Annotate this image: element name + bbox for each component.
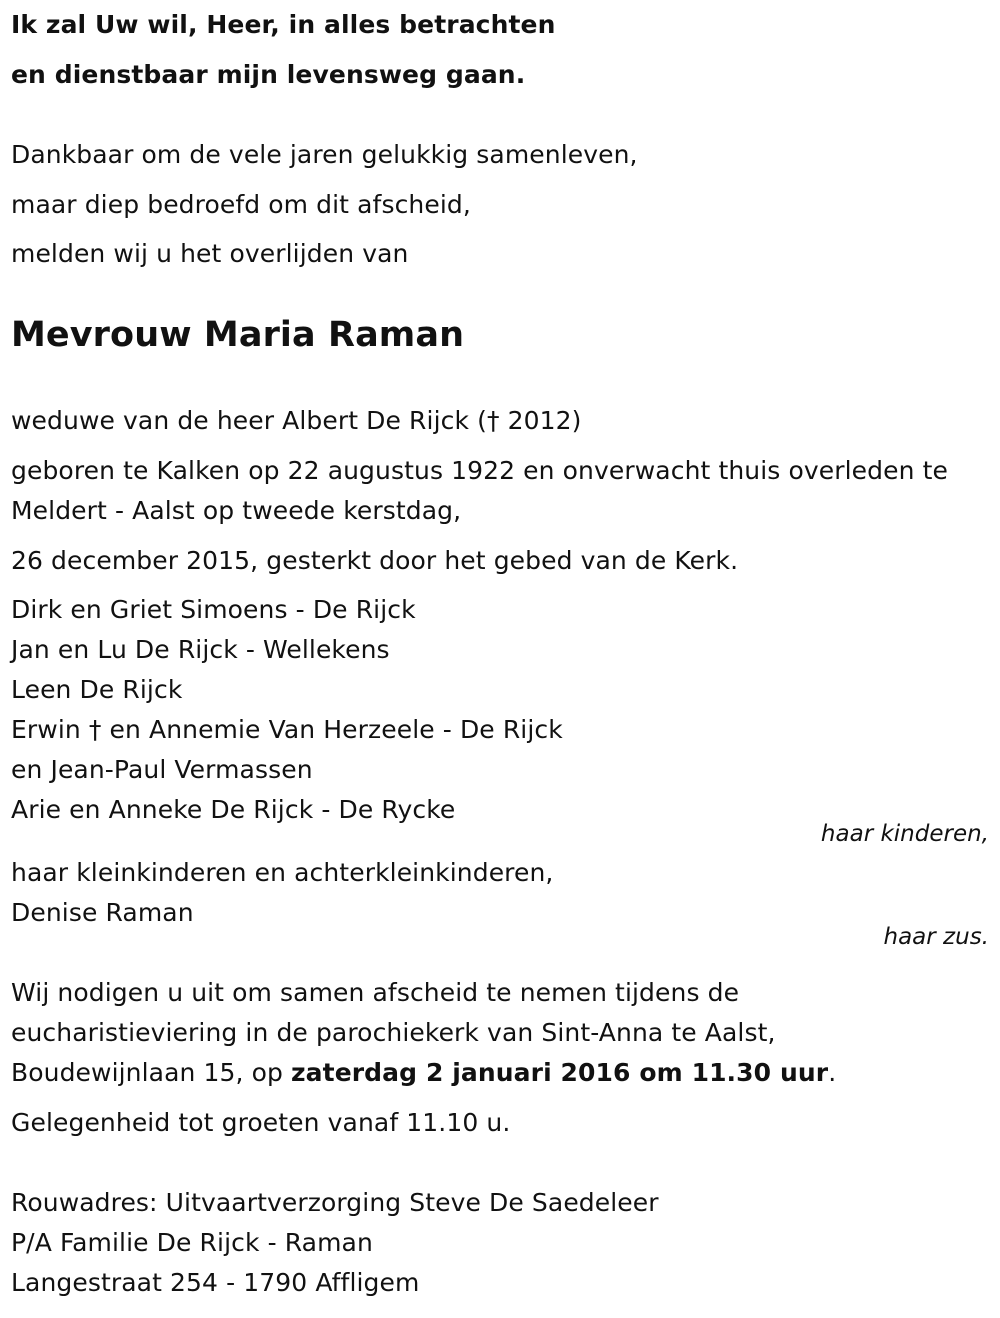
date-line: 26 december 2015, gesterkt door het gebed van de Kerk. (11, 546, 739, 575)
child-line-erwin (11, 715, 563, 745)
ceremony-period: . (828, 1058, 837, 1087)
ceremony-line-3 (11, 1058, 836, 1088)
widow-line (11, 406, 582, 436)
child-line-arie: Arie en Anneke De Rijck - De Rycke (11, 795, 456, 824)
child-line-jean-paul: en Jean-Paul Vermassen (11, 755, 313, 784)
erwin-prefix: Erwin (11, 715, 89, 744)
widow-prefix: weduwe van de heer Albert De Rijck ( (11, 406, 487, 435)
born-line-2: Meldert - Aalst op tweede kerstdag, (11, 496, 462, 525)
greeting-line: Gelegenheid tot groeten vanaf 11.10 u. (11, 1108, 511, 1137)
sister-label: haar zus. (883, 924, 989, 950)
child-line-2: Jan en Lu De Rijck - Wellekens (11, 635, 390, 664)
widow-suffix: 2012) (499, 406, 582, 435)
grandchildren-line: haar kleinkinderen en achterkleinkinderen, (11, 858, 554, 887)
child-line-1: Dirk en Griet Simoens - De Rijck (11, 595, 416, 624)
address-line-2: P/A Familie De Rijck - Raman (11, 1228, 373, 1257)
cross-icon: † (486, 406, 500, 435)
verse-line-1: Ik zal Uw wil, Heer, in alles betrachten (11, 10, 556, 39)
verse-line-2: en dienstbaar mijn levensweg gaan. (11, 60, 526, 89)
intro-line-3: melden wij u het overlijden van (11, 239, 409, 268)
ceremony-datetime: zaterdag 2 januari 2016 om 11.30 uur (291, 1058, 829, 1087)
erwin-suffix: en Annemie Van Herzeele - De Rijck (101, 715, 563, 744)
born-line-1: geboren te Kalken op 22 augustus 1922 en onverwacht thuis overleden te (11, 456, 948, 485)
address-line-1: Rouwadres: Uitvaartverzorging Steve De Saedeleer (11, 1188, 659, 1217)
children-label: haar kinderen, (820, 821, 989, 847)
ceremony-line-2: eucharistieviering in de parochiekerk van Sint-Anna te Aalst, (11, 1018, 776, 1047)
ceremony-address: Boudewijnlaan 15, op (11, 1058, 292, 1087)
intro-line-1: Dankbaar om de vele jaren gelukkig samenleven, (11, 140, 638, 169)
cross-icon: † (88, 715, 102, 744)
child-line-3: Leen De Rijck (11, 675, 183, 704)
ceremony-line-1: Wij nodigen u uit om samen afscheid te nemen tijdens de (11, 978, 740, 1007)
intro-line-2: maar diep bedroefd om dit afscheid, (11, 190, 471, 219)
address-line-3: Langestraat 254 - 1790 Affligem (11, 1268, 420, 1297)
deceased-name: Mevrouw Maria Raman (11, 315, 465, 355)
sister-line: Denise Raman (11, 898, 194, 927)
